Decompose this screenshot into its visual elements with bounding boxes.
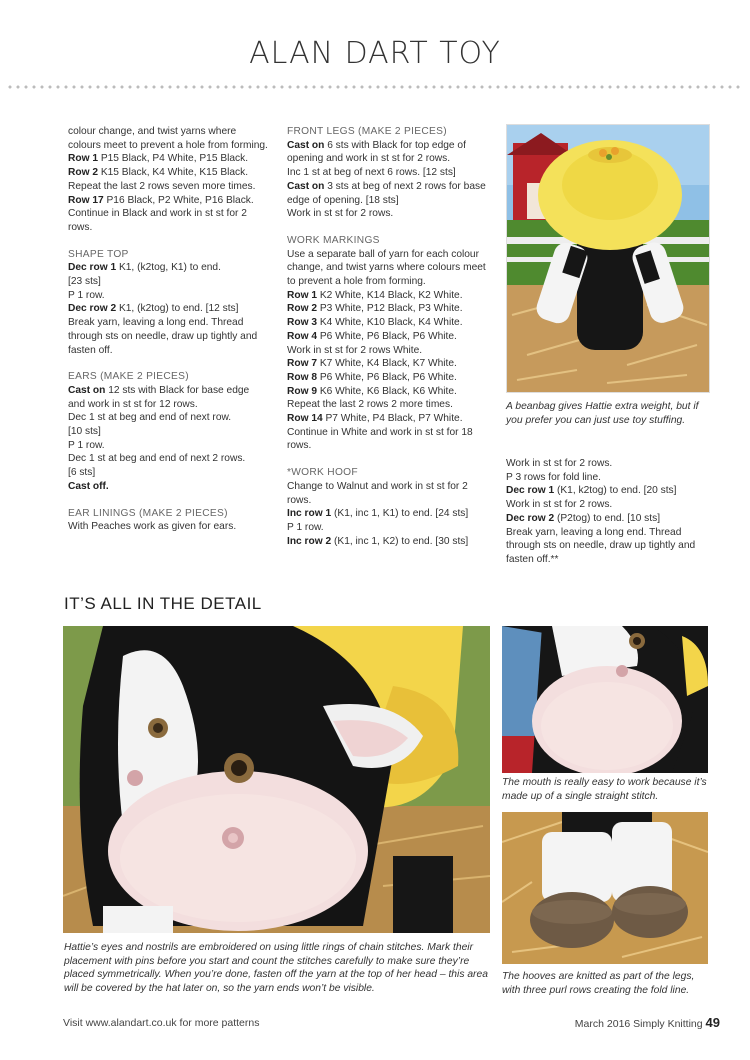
row-instruction: Dec row 2 (P2tog) to end. [10 sts] <box>506 512 661 524</box>
text-line: [23 sts] <box>68 276 101 288</box>
issue-label: March 2016 Simply Knitting <box>574 1018 703 1030</box>
dotted-divider <box>6 84 744 90</box>
text-line: colour change, and twist yarns where colours meet to prevent a hole from forming. <box>68 126 268 151</box>
text-line: Continue in Black and work in st st for 2 rows. <box>68 208 247 233</box>
row-instruction: Inc row 2 (K1, inc 1, K2) to end. [30 sts] <box>287 535 469 547</box>
column-2 <box>287 125 492 548</box>
row-instruction: Row 17 P16 Black, P2 White, P16 Black. <box>68 194 254 206</box>
text-line: Use a separate ball of yarn for each colour change, and twist yarns where colours meet to prevent a hole from forming. <box>287 248 486 288</box>
row-instruction: Row 9 K6 White, K6 Black, K6 White. <box>287 385 457 397</box>
hooves-caption: The hooves are knitted as part of the legs, with three purl rows creating the fold line. <box>502 971 695 996</box>
row-instruction: Inc row 1 (K1, inc 1, K1) to end. [24 sts] <box>287 508 469 520</box>
text-line: Work in st st for 2 rows White. <box>287 344 423 356</box>
row-instruction: Dec row 2 K1, (k2tog) to end. [12 sts] <box>68 303 239 315</box>
row-instruction: Row 1 P15 Black, P4 White, P15 Black. <box>68 153 249 165</box>
row-instruction: Row 1 K2 White, K14 Black, K2 White. <box>287 289 463 301</box>
column-3 <box>506 457 711 567</box>
footer-issue <box>575 1015 720 1030</box>
row-instruction: Row 2 K15 Black, K4 White, K15 Black. <box>68 167 249 179</box>
text-line: Dec 1 st at beg and end of next 2 rows. <box>68 453 246 465</box>
face-caption: Hattie’s eyes and nostrils are embroidered on using little rings of chain stitches. Mark their placement with pins before you start and count the stitches carefully to make sure they’re placed symmetrically. When you’re done, fasten off the yarn at the top of her head – this area will be covered by the hat later on, so the yarn ends won’t be visible. <box>64 942 488 994</box>
mouth-photo <box>502 626 708 773</box>
row-instruction: Row 7 K7 White, K4 Black, K7 White. <box>287 358 457 370</box>
text-line: Work in st st for 2 rows. <box>506 499 613 511</box>
cow-hooves-illustration <box>502 812 708 964</box>
cow-face-illustration <box>63 626 490 933</box>
text-line: Break yarn, leaving a long end. Thread through sts on needle, draw up tightly and fasten off.** <box>506 526 696 565</box>
text-line: Cast off. <box>68 480 109 492</box>
text-line: [6 sts] <box>68 467 96 479</box>
text-line: Break yarn, leaving a long end. Thread through sts on needle, draw up tightly and fasten off. <box>68 317 258 356</box>
text-line: Inc 1 st at beg of next 6 rows. [12 sts] <box>287 167 456 179</box>
row-instruction: Row 3 K4 White, K10 Black, K4 White. <box>287 317 463 329</box>
row-instruction: Cast on 12 sts with Black for base edge and work in st st for 12 rows. <box>68 384 250 410</box>
section-heading: EAR LININGS (MAKE 2 PIECES) <box>68 507 228 519</box>
text-line: P 1 row. <box>68 439 105 451</box>
text-line: P 1 row. <box>68 289 105 301</box>
section-heading: WORK MARKINGS <box>287 234 380 246</box>
column-1 <box>68 125 268 534</box>
cow-back-illustration <box>507 125 709 392</box>
footer-website: Visit www.alandart.co.uk for more patterns <box>63 1017 260 1029</box>
text-line: Continue in White and work in st st for 18 rows. <box>287 426 473 452</box>
mouth-caption: The mouth is really easy to work because it’s made up of a single straight stitch. <box>502 777 707 802</box>
text-line: Repeat the last 2 rows seven more times. <box>68 180 256 192</box>
row-instruction: Row 4 P6 White, P6 Black, P6 White. <box>287 330 457 342</box>
section-heading: *WORK HOOF <box>287 467 358 479</box>
beanbag-caption: A beanbag gives Hattie extra weight, but if you prefer you can just use toy stuffing. <box>506 401 699 426</box>
beanbag-photo <box>506 124 710 393</box>
text-line: With Peaches work as given for ears. <box>68 521 237 533</box>
page-title: ALAN DART TOY <box>249 36 501 71</box>
text-line: Work in st st for 2 rows. <box>287 208 394 220</box>
section-heading: EARS (MAKE 2 PIECES) <box>68 371 189 383</box>
row-instruction: Cast on 6 sts with Black for top edge of opening and work in st st for 2 rows. <box>287 139 466 165</box>
row-instruction: Row 14 P7 White, P4 Black, P7 White. <box>287 413 463 425</box>
page-number: 49 <box>705 1015 720 1030</box>
cow-mouth-illustration <box>502 626 708 773</box>
text-line: Change to Walnut and work in st st for 2 rows. <box>287 480 468 506</box>
row-instruction: Row 8 P6 White, P6 Black, P6 White. <box>287 371 457 383</box>
face-closeup-photo <box>63 626 490 933</box>
row-instruction: Row 2 P3 White, P12 Black, P3 White. <box>287 303 463 315</box>
text-line: Dec 1 st at beg and end of next row. <box>68 412 232 424</box>
row-instruction: Dec row 1 (K1, k2tog) to end. [20 sts] <box>506 485 677 497</box>
section-heading: FRONT LEGS (MAKE 2 PIECES) <box>287 126 447 137</box>
section-heading: SHAPE TOP <box>68 248 129 260</box>
text-line: P 3 rows for fold line. <box>506 471 601 483</box>
text-line: Repeat the last 2 rows 2 more times. <box>287 399 453 411</box>
detail-heading: IT’S ALL IN THE DETAIL <box>64 594 262 613</box>
text-line: [10 sts] <box>68 426 101 438</box>
hooves-photo <box>502 812 708 964</box>
row-instruction: Cast on 3 sts at beg of next 2 rows for base edge of opening. [18 sts] <box>287 180 486 206</box>
text-line: Work in st st for 2 rows. <box>506 458 613 469</box>
text-line: P 1 row. <box>287 521 324 533</box>
row-instruction: Dec row 1 K1, (k2tog, K1) to end. <box>68 262 221 274</box>
